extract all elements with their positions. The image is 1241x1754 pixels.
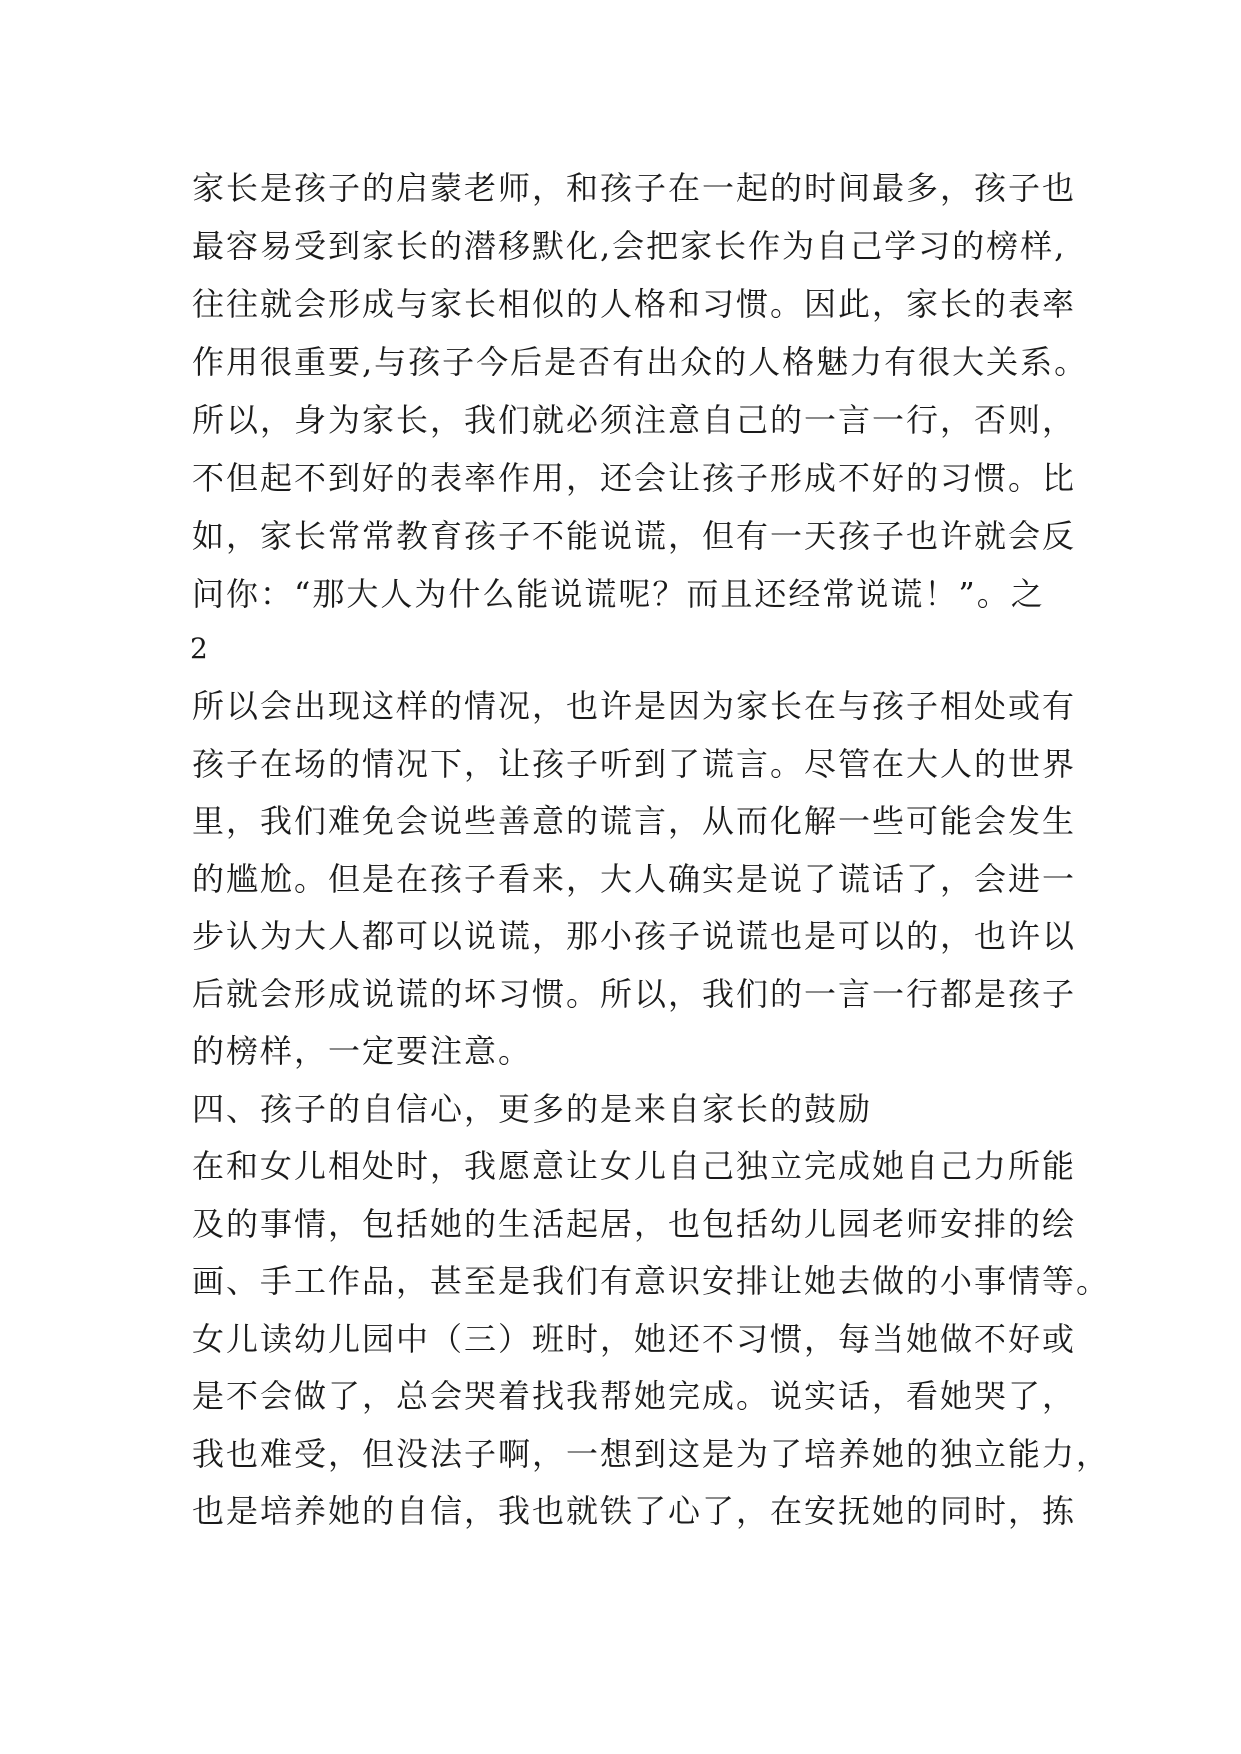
page-number: 2 — [190, 632, 208, 665]
text-line: 女儿读幼儿园中（三）班时，她还不习惯，每当她做不好或 — [192, 1319, 1077, 1358]
text-line: 最容易受到家长的潜移默化,会把家长作为自己学习的榜样, — [192, 227, 1067, 265]
text-line: 步认为大人都可以说谎，那小孩子说谎也是可以的，也许以 — [192, 917, 1077, 955]
text-line: 如，家长常常教育孩子不能说谎，但有一天孩子也许就会反 — [192, 517, 1077, 555]
text-line: 里，我们难免会说些善意的谎言，从而化解一些可能会发生 — [192, 802, 1077, 840]
text-line: 的尴尬。但是在孩子看来，大人确实是说了谎话了，会进一 — [192, 859, 1077, 898]
text-line: 及的事情，包括她的生活起居，也包括幼儿园老师安排的绘 — [192, 1204, 1077, 1243]
text-line: 往往就会形成与家长相似的人格和习惯。因此，家长的表率 — [192, 285, 1077, 323]
text-line: 作用很重要,与孩子今后是否有出众的人格魅力有很大关系。 — [192, 343, 1089, 381]
text-line: 也是培养她的自信，我也就铁了心了，在安抚她的同时，拣 — [192, 1492, 1077, 1530]
text-line: 我也难受，但没法子啊，一想到这是为了培养她的独立能力， — [192, 1434, 1111, 1473]
text-line: 家长是孩子的启蒙老师，和孩子在一起的时间最多，孩子也 — [192, 169, 1077, 207]
text-line: 问你：“那大人为什么能说谎呢？而且还经常说谎！”。之 — [192, 575, 1045, 613]
text-line: 画、手工作品，甚至是我们有意识安排让她去做的小事情等。 — [192, 1262, 1111, 1300]
text-line: 是不会做了，总会哭着找我帮她完成。说实话，看她哭了， — [192, 1377, 1077, 1415]
text-line: 所以，身为家长，我们就必须注意自己的一言一行，否则， — [192, 401, 1077, 439]
text-line: 四、孩子的自信心，更多的是来自家长的鼓励 — [192, 1089, 873, 1128]
text-line: 后就会形成说谎的坏习惯。所以，我们的一言一行都是孩子 — [192, 974, 1077, 1013]
text-line: 孩子在场的情况下，让孩子听到了谎言。尽管在大人的世界 — [192, 744, 1077, 783]
text-line: 所以会出现这样的情况，也许是因为家长在与孩子相处或有 — [192, 687, 1077, 725]
text-line: 的榜样，一定要注意。 — [192, 1032, 533, 1070]
text-line: 不但起不到好的表率作用，还会让孩子形成不好的习惯。比 — [192, 459, 1077, 497]
text-line: 在和女儿相处时，我愿意让女儿自己独立完成她自己力所能 — [192, 1147, 1077, 1185]
